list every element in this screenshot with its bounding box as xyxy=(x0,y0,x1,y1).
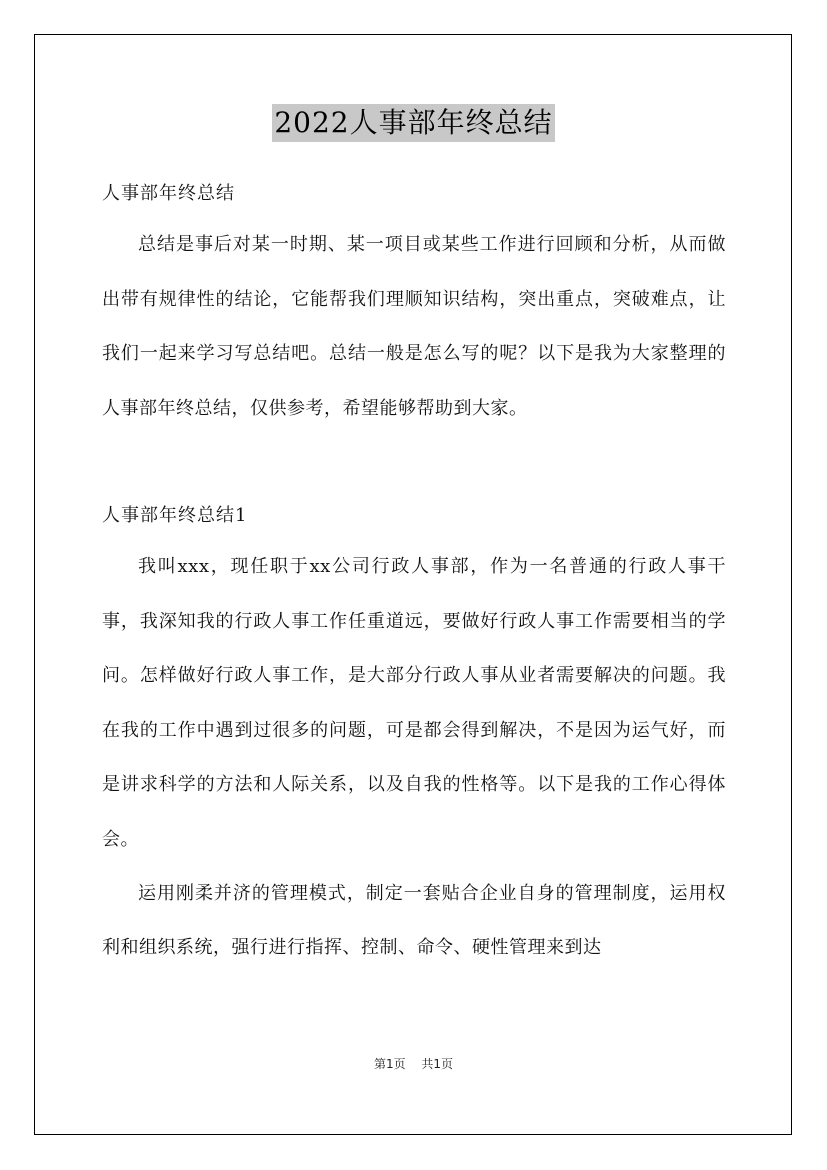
section-heading-1: 人事部年终总结1 xyxy=(102,505,248,526)
document-title: 2022人事部年终总结 xyxy=(272,104,554,142)
document-body xyxy=(102,176,726,975)
section-1-paragraph-1: 我叫xxx，现任职于xx公司行政人事部，作为一名普通的行政人事干事，我深知我的行政人事工作任重道远，要做好行政人事工作需要相当的学问。怎样做好行政人事工作，是大部分行政人事从业者需要解决的问题。我在我的工作中遇到过很多的问题，可是都会得到解决，不是因为运气好，而是讲求科学的方法和人际关系，以及自我的性格等。以下是我的工作心得体会。 xyxy=(102,556,726,850)
title-container xyxy=(0,104,827,142)
page-footer xyxy=(0,1055,827,1072)
section-1-paragraph-2: 运用刚柔并济的管理模式，制定一套贴合企业自身的管理制度，运用权利和组织系统，强行进行指挥、控制、命令、硬性管理来到达 xyxy=(102,883,726,958)
page-total: 共1页 xyxy=(421,1057,454,1071)
page-number: 第1页 xyxy=(373,1057,406,1071)
section-heading-intro: 人事部年终总结 xyxy=(102,183,235,204)
intro-paragraph: 总结是事后对某一时期、某一项目或某些工作进行回顾和分析，从而做出带有规律性的结论，它能帮我们理顺知识结构，突出重点，突破难点，让我们一起来学习写总结吧。总结一般是怎么写的呢？以下是我为大家整理的人事部年终总结，仅供参考，希望能够帮助到大家。 xyxy=(102,234,726,419)
